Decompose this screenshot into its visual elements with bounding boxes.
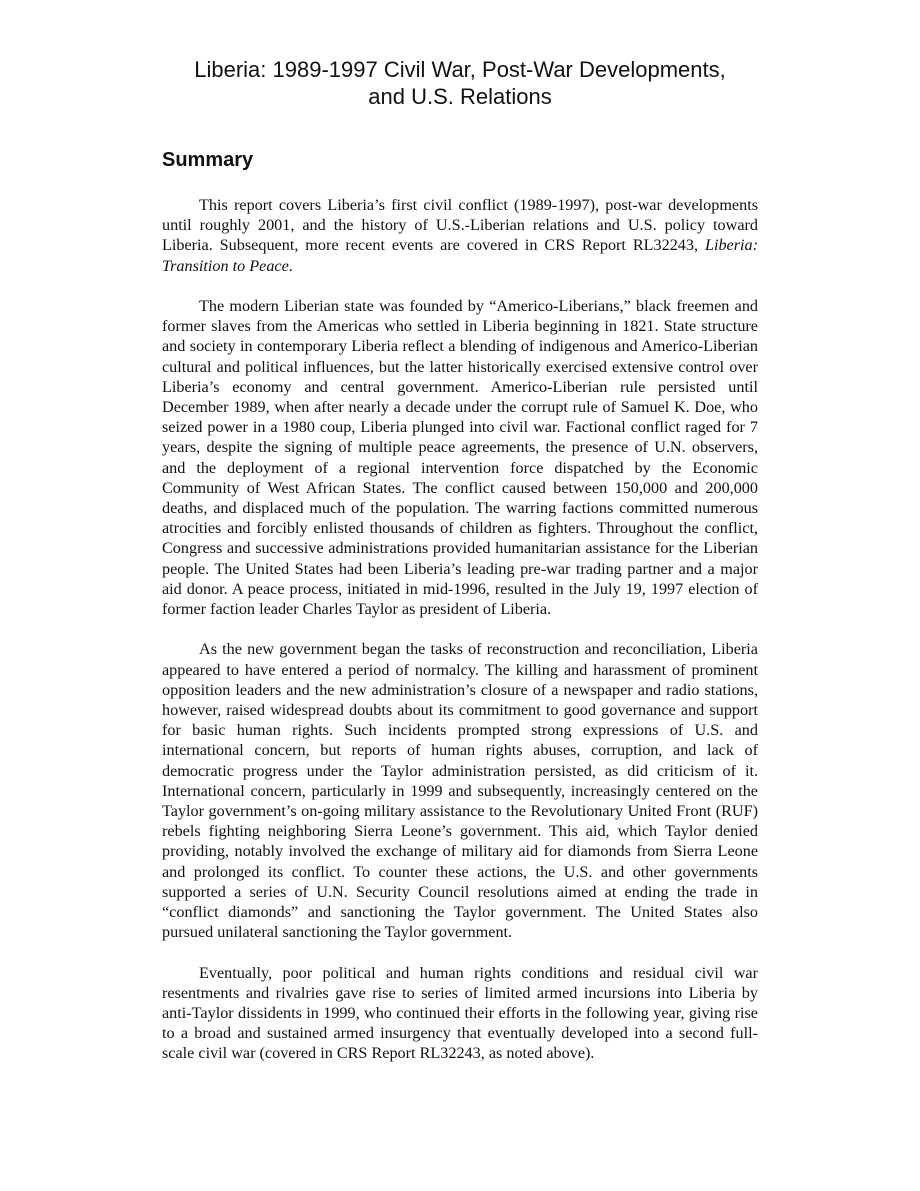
summary-paragraph-1 [162, 195, 758, 276]
section-heading-summary: Summary [162, 149, 254, 171]
summary-paragraph-2: The modern Liberian state was founded by “Americo-Liberians,” black freemen and former slaves from the Americas who settled in Liberia beginning in 1821. State structure and society in contemporary Liberia reflect a blending of indigenous and Americo-Liberian cultural and political influences, but the latter historically exercised extensive control over Liberia’s economy and central government. Americo-Liberian rule persisted until December 1989, when after nearly a decade under the corrupt rule of Samuel K. Doe, who seized power in a 1980 coup, Liberia plunged into civil war. Factional conflict raged for 7 years, despite the signing of multiple peace agreements, the presence of U.N. observers, and the deployment of a regional intervention force dispatched by the Economic Community of West African States. The conflict caused between 150,000 and 200,000 deaths, and displaced much of the population. The warring factions committed numerous atrocities and forcibly enlisted thousands of children as fighters. Throughout the conflict, Congress and successive administrations provided humanitarian assistance for the Liberian people. The United States had been Liberia’s leading pre-war trading partner and a major aid donor. A peace process, initiated in mid-1996, resulted in the July 19, 1997 election of former faction leader Charles Taylor as president of Liberia. [162, 297, 758, 619]
paragraph-1-text: This report covers Liberia’s first civil conflict (1989-1997), post-war developments until roughly 2001, and the history of U.S.-Liberian relations and U.S. policy toward Liberia. Subsequent, more recent events are covered in CRS Report RL32243, [162, 196, 758, 255]
paragraph-1-end: . [288, 256, 293, 275]
report-title-italic: Liberia: Transition to Peace [162, 236, 758, 275]
title-line-2: and U.S. Relations [368, 84, 552, 109]
title-line-1: Liberia: 1989-1997 Civil War, Post-War Developments, [194, 57, 726, 82]
summary-paragraph-3: As the new government began the tasks of reconstruction and reconciliation, Liberia appeared to have entered a period of normalcy. The killing and harassment of prominent opposition leaders and the new administration’s closure of a newspaper and radio stations, however, raised widespread doubts about its commitment to good governance and support for basic human rights. Such incidents prompted strong expressions of U.S. and international concern, but reports of human rights abuses, corruption, and lack of democratic progress under the Taylor administration persisted, as did criticism of it. International concern, particularly in 1999 and subsequently, increasingly centered on the Taylor government’s on-going military assistance to the Revolutionary United Front (RUF) rebels fighting neighboring Sierra Leone’s government. This aid, which Taylor denied providing, notably involved the exchange of military aid for diamonds from Sierra Leone and prolonged its conflict. To counter these actions, the U.S. and other governments supported a series of U.N. Security Council resolutions aimed at ending the trade in “conflict diamonds” and sanctioning the Taylor government. The United States also pursued unilateral sanctioning the Taylor government. [162, 640, 758, 942]
summary-paragraph-4: Eventually, poor political and human rights conditions and residual civil war resentments and rivalries gave rise to series of limited armed incursions into Liberia by anti-Taylor dissidents in 1999, who continued their efforts in the following year, giving rise to a broad and sustained armed insurgency that eventually developed into a second full-scale civil war (covered in CRS Report RL32243, as noted above). [162, 963, 758, 1063]
document-page [162, 56, 758, 1084]
summary-body [162, 195, 758, 1064]
document-title [162, 56, 758, 110]
